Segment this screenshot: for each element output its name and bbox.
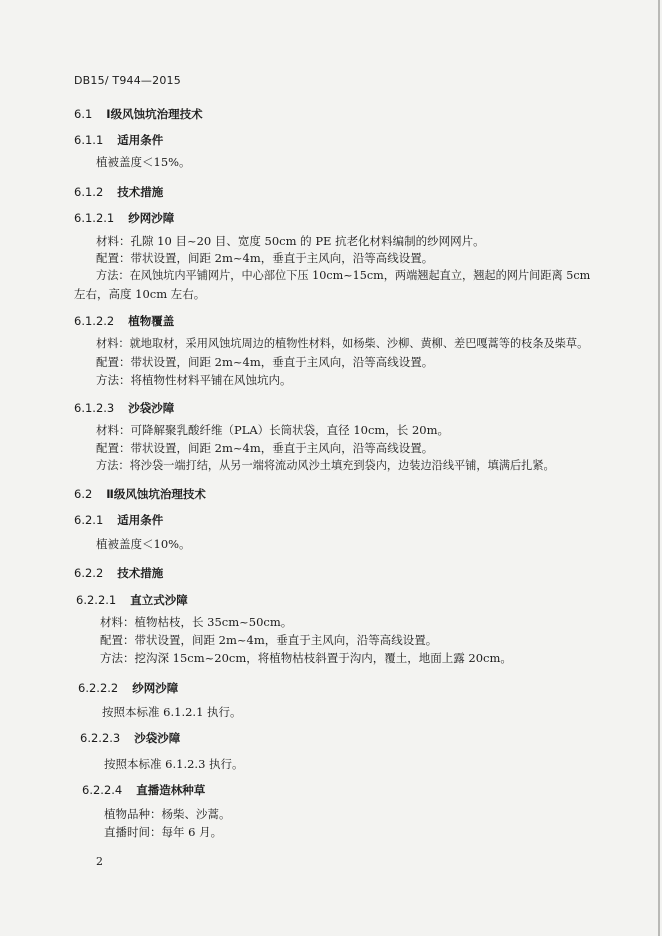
heading-number: 6.2.2.2 xyxy=(78,681,119,695)
paragraph-6-2-2-2: 按照本标准 6.1.2.1 执行。 xyxy=(102,705,242,719)
heading-number: 6.1.2.2 xyxy=(74,314,115,328)
paragraph-layout: 配置：带状设置，间距 2m~4m，垂直于主风向，沿等高线设置。 xyxy=(96,441,434,455)
paragraph-method: 方法：挖沟深 15cm~20cm，将植物枯枝斜置于沟内，覆土，地面上露 20cm。 xyxy=(100,651,512,665)
heading-number: 6.2 xyxy=(74,487,93,501)
heading-6-2-2-1 xyxy=(76,592,188,608)
paragraph-material: 材料：就地取材，采用风蚀坑周边的植物性材料，如杨柴、沙柳、黄柳、差巴嘎蒿等的枝条及柴草。 xyxy=(96,337,589,350)
paragraph-6-1-1: 植被盖度＜15%。 xyxy=(96,155,191,169)
heading-6-1-2-1 xyxy=(74,210,174,226)
heading-6-2 xyxy=(74,486,206,502)
heading-title: 适用条件 xyxy=(117,513,164,527)
heading-number: 6.1.2.1 xyxy=(74,211,115,225)
heading-title: 纱网沙障 xyxy=(128,211,175,225)
heading-title: Ⅱ级风蚀坑治理技术 xyxy=(106,487,206,501)
paragraph-plant-species: 植物品种：杨柴、沙蒿。 xyxy=(104,807,231,821)
heading-title: 直播造林种草 xyxy=(136,783,206,797)
heading-title: 适用条件 xyxy=(117,133,164,147)
paragraph-sowing-time: 直播时间：每年 6 月。 xyxy=(104,825,223,839)
paragraph-method: 方法：在风蚀坑内平铺网片，中心部位下压 10cm~15cm，两端翘起直立，翘起的网片间距离 5cm xyxy=(96,269,591,282)
heading-number: 6.1.2 xyxy=(74,185,104,199)
heading-title: 直立式沙障 xyxy=(130,593,188,607)
heading-6-1-1 xyxy=(74,132,163,148)
paragraph-6-2-2-3: 按照本标准 6.1.2.3 执行。 xyxy=(104,757,244,771)
heading-number: 6.2.1 xyxy=(74,513,104,527)
heading-6-1-2 xyxy=(74,184,163,200)
heading-number: 6.2.2 xyxy=(74,566,104,580)
heading-title: 技术措施 xyxy=(117,185,164,199)
paragraph-material: 材料：可降解聚乳酸纤维（PLA）长筒状袋，直径 10cm，长 20m。 xyxy=(96,423,450,437)
paragraph-method-continued: 左右，高度 10cm 左右。 xyxy=(74,287,206,301)
heading-6-1-2-3 xyxy=(74,400,174,416)
paragraph-material: 材料：植物枯枝，长 35cm~50cm。 xyxy=(100,615,293,629)
heading-6-1 xyxy=(74,106,203,122)
heading-title: 纱网沙障 xyxy=(132,681,179,695)
heading-title: 沙袋沙障 xyxy=(128,401,175,415)
heading-6-2-2 xyxy=(74,565,163,581)
heading-6-2-2-3 xyxy=(80,730,180,746)
paragraph-layout: 配置：带状设置，间距 2m~4m，垂直于主风向，沿等高线设置。 xyxy=(96,355,434,369)
heading-title: 沙袋沙障 xyxy=(134,731,181,745)
paragraph-layout: 配置：带状设置，间距 2m~4m，垂直于主风向，沿等高线设置。 xyxy=(96,251,434,265)
heading-6-1-2-2 xyxy=(74,313,174,329)
document-code: DB15/ T944—2015 xyxy=(74,74,181,87)
paragraph-method: 方法：将植物性材料平铺在风蚀坑内。 xyxy=(96,373,292,387)
heading-6-2-2-2 xyxy=(78,680,178,696)
heading-title: Ⅰ级风蚀坑治理技术 xyxy=(106,107,203,121)
heading-number: 6.2.2.3 xyxy=(80,731,121,745)
paragraph-material: 材料：孔隙 10 目~20 目、宽度 50cm 的 PE 抗老化材料编制的纱网网片。 xyxy=(96,234,485,248)
page-number: 2 xyxy=(96,855,103,868)
heading-title: 植物覆盖 xyxy=(128,314,175,328)
heading-number: 6.2.2.1 xyxy=(76,593,117,607)
heading-number: 6.1 xyxy=(74,107,93,121)
heading-6-2-2-4 xyxy=(82,782,205,798)
heading-number: 6.1.2.3 xyxy=(74,401,115,415)
paragraph-method: 方法：将沙袋一端打结，从另一端将流动风沙土填充到袋内，边装边沿线平铺，填满后扎紧。 xyxy=(96,459,555,472)
paragraph-layout: 配置：带状设置，间距 2m~4m，垂直于主风向，沿等高线设置。 xyxy=(100,633,438,647)
heading-number: 6.2.2.4 xyxy=(82,783,123,797)
page-edge xyxy=(658,0,660,936)
heading-number: 6.1.1 xyxy=(74,133,104,147)
paragraph-6-2-1: 植被盖度＜10%。 xyxy=(96,537,191,551)
heading-6-2-1 xyxy=(74,512,163,528)
heading-title: 技术措施 xyxy=(117,566,164,580)
